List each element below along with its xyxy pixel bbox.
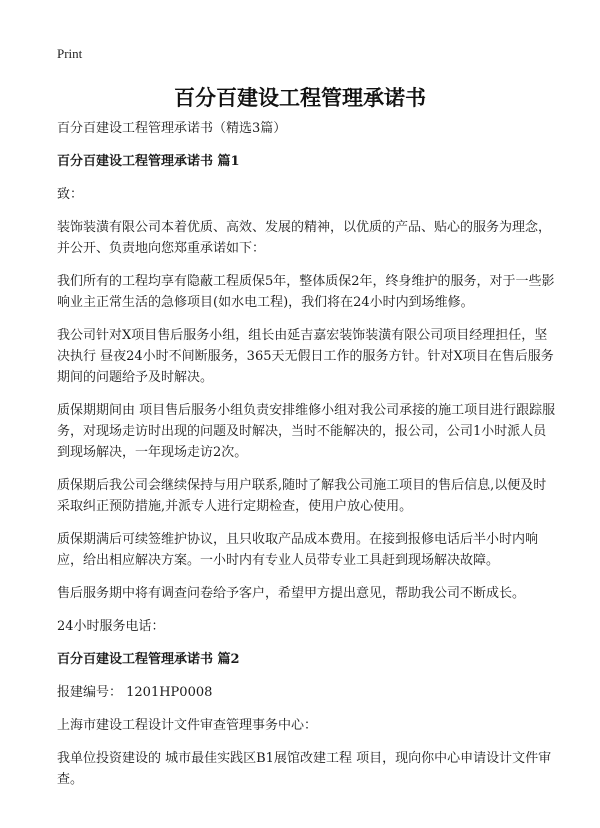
print-label: Print bbox=[57, 46, 83, 61]
section-1-paragraph: 质保期期间由 项目售后服务小组负责安排维修小组对我公司承接的施工项目进行跟踪服务，对现场走访时出现的问题及时解决，当时不能解决的，报公司，公司1小时派人员到现场解决，一年现场走访2次。 bbox=[57, 403, 556, 460]
section-1-paragraph: 我们所有的工程均享有隐蔽工程质保5年，整体质保2年，终身维护的服务，对于一些影响业主正常生活的急修项目(如水电工程)，我们将在24小时内到场维修。 bbox=[57, 274, 555, 310]
section-1-paragraph: 质保期后我公司会继续保持与用户联系,随时了解我公司施工项目的售后信息,以便及时采取纠正预防措施,并派专人进行定期检查，使用户放心使用。 bbox=[57, 478, 547, 514]
section-1-paragraph: 装饰装潢有限公司本着优质、高效、发展的精神，以优质的产品、贴心的服务为理念，并公开、负责地向您郑重承诺如下： bbox=[57, 220, 552, 256]
section-2-addressee: 上海市建设工程设计文件审查管理事务中心： bbox=[57, 718, 318, 733]
service-phone-line: 24小时服务电话： bbox=[57, 619, 165, 634]
section-1-paragraph: 质保期满后可续签维护协议，且只收取产品成本费用。在接到报修电话后半小时内响应，给出相应解决方案。一小时内有专业人员带专业工具赶到现场解决故障。 bbox=[57, 532, 539, 568]
section-1-salutation: 致： bbox=[57, 187, 84, 202]
section-2-heading: 百分百建设工程管理承诺书 篇2 bbox=[57, 652, 240, 667]
section-1-paragraph: 售后服务期中将有调查问卷给予客户，希望甲方提出意见，帮助我公司不断成长。 bbox=[57, 586, 526, 601]
section-2-paragraph: 我单位投资建设的 城市最佳实践区B1展馆改建工程 项目，现向你中心申请设计文件审查。 bbox=[57, 751, 552, 787]
section-1-heading: 百分百建设工程管理承诺书 篇1 bbox=[57, 154, 240, 169]
section-1-paragraph: 我公司针对X项目售后服务小组，组长由延吉嘉宏装饰装潢有限公司项目经理担任，坚决执行 昼夜24小时不间断服务，365天无假日工作的服务方针。针对X项目在售后服务期间的问题给予及时解决。 bbox=[57, 328, 554, 385]
registration-number: 报建编号： 1201HP0008 bbox=[57, 685, 213, 700]
document-title: 百分百建设工程管理承诺书 bbox=[174, 86, 426, 110]
document-subtitle: 百分百建设工程管理承诺书（精选3篇） bbox=[57, 121, 287, 136]
document-body bbox=[57, 118, 557, 802]
